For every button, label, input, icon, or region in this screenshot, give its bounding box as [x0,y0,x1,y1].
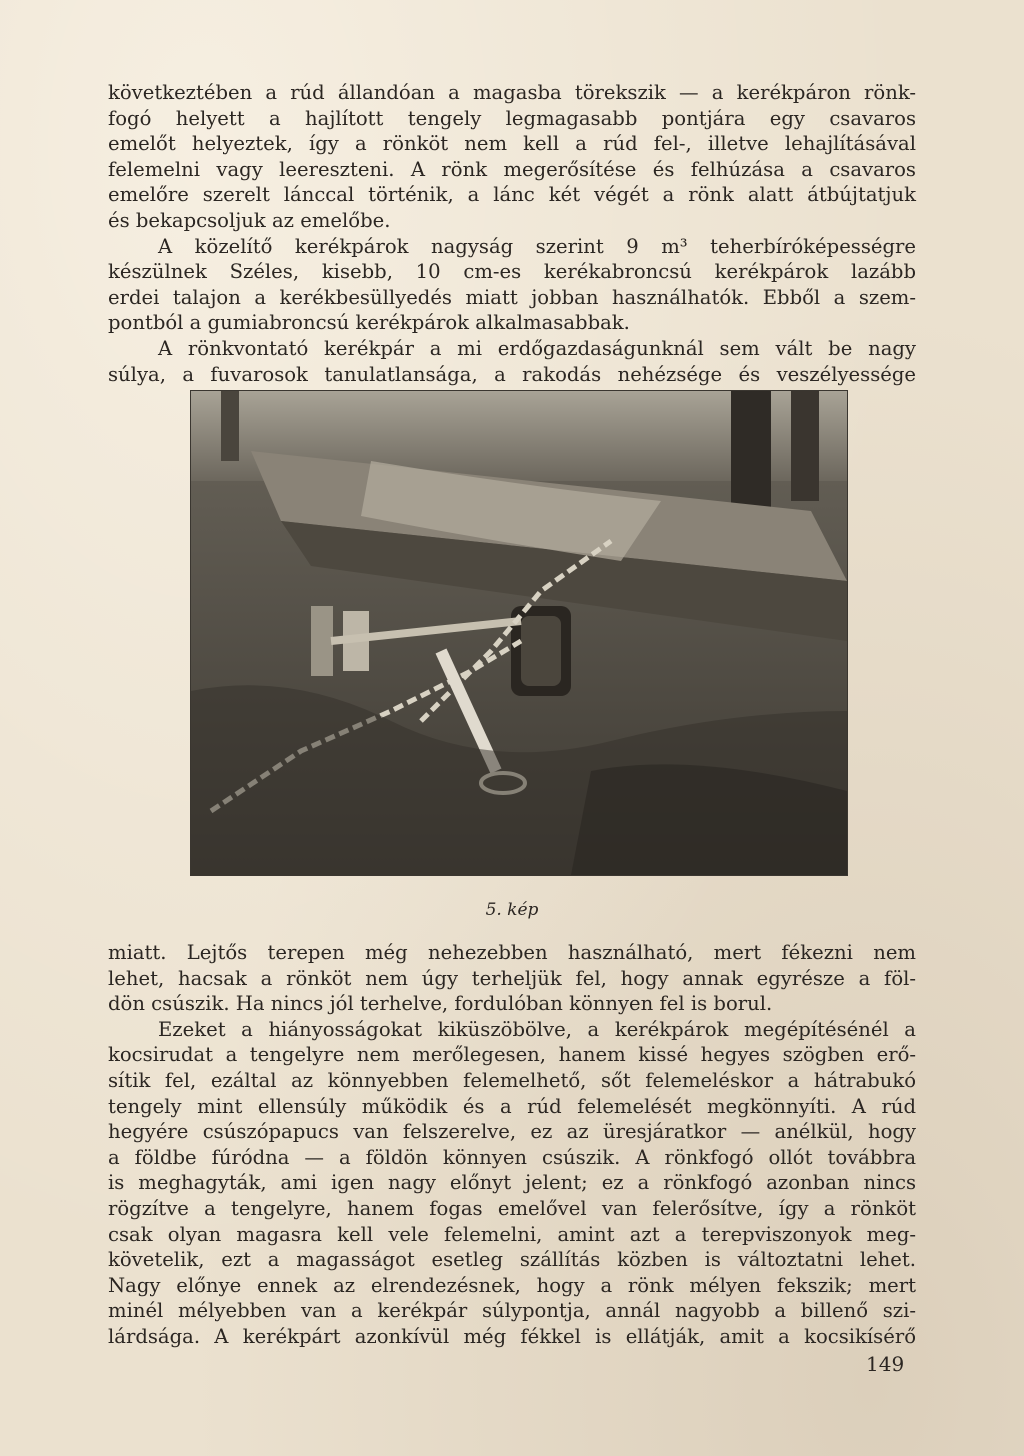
text-line: fogó helyett a hajlított tengely legmagasabb pontjára egy csavaros [108,106,916,130]
text-line: hegyére csúszópapucs van felszerelve, ez az üresjáratkor — anélkül, hogy [108,1120,916,1144]
text-line: is meghagyták, ami igen nagy előnyt jelent; ez a rönkfogó azonban nincs [108,1171,916,1195]
text-line: kocsirudat a tengelyre nem merőlegesen, hanem kissé hegyes szögben erő- [108,1043,916,1067]
text-block-top [108,80,916,387]
text-line: emelőt helyeztek, így a rönköt nem kell a rúd fel-, illetve lehajlításával [108,132,916,156]
text-line: sítik fel, ezáltal az könnyebben felemelhető, sőt felemeléskor a hátrabukó [108,1068,916,1092]
text-line: csak olyan magasra kell vele felemelni, amint azt a terepviszonyok meg- [108,1222,916,1246]
text-line: követelik, ezt a magasságot esetleg szállítás közben is változtatni lehet. [108,1248,916,1272]
text-line: felemelni vagy leereszteni. A rönk megerősítése és felhúzása a csavaros [108,157,916,181]
text-line: lehet, hacsak a rönköt nem úgy terheljük fel, hogy annak egyrésze a föl- [108,966,916,990]
text-block-bottom [108,940,916,1350]
figure-caption: 5. kép [485,900,539,920]
text-line: következtében a rúd állandóan a magasba törekszik — a kerékpáron rönk- [108,81,916,104]
photo-illustration [191,391,847,875]
text-line: minél mélyebben van a kerékpár súlypontja, annál nagyobb a billenő szi- [108,1299,916,1323]
text-line: emelőre szerelt lánccal történik, a lánc két végét a rönk alatt átbújtatjuk [108,183,916,207]
text-line: készülnek Széles, kisebb, 10 cm-es kerékabroncsú kerékpárok lazább [108,260,916,284]
log-skidder-photo [190,390,848,876]
text-line: A közelítő kerékpárok nagyság szerint 9 m³ teherbíróképességre [158,234,916,258]
text-line: rögzítve a tengelyre, hanem fogas emelővel van felerősítve, így a rönköt [108,1196,916,1220]
text-line: tengely mint ellensúly működik és a rúd felemelését megkönnyíti. A rúd [108,1094,916,1118]
text-line: Ezeket a hiányosságokat kiküszöbölve, a kerékpárok megépítésénél a [158,1017,916,1041]
text-line: a földbe fúródna — a földön könnyen csúszik. A rönkfogó ollót továbbra [108,1145,916,1169]
text-line: Nagy előnye ennek az elrendezésnek, hogy a rönk mélyen fekszik; mert [108,1273,916,1297]
text-line: A rönkvontató kerékpár a mi erdőgazdaságunknál sem vált be nagy [158,336,916,360]
text-line: miatt. Lejtős terepen még nehezebben használható, mert fékezni nem [108,941,916,964]
text-line: súlya, a fuvarosok tanulatlansága, a rakodás nehézsége és veszélyessége [108,362,916,386]
text-line: dön csúszik. Ha nincs jól terhelve, fordulóban könnyen fel is borul. [108,992,773,1016]
text-line: lárdsága. A kerékpárt azonkívül még fékkel is ellátják, amit a kocsikísérő [108,1324,916,1348]
text-line: pontból a gumiabroncsú kerékpárok alkalmasabbak. [108,311,630,335]
page-number: 149 [866,1352,905,1376]
text-line: és bekapcsoljuk az emelőbe. [108,208,391,232]
text-line: erdei talajon a kerékbesüllyedés miatt jobban használhatók. Ebből a szem- [108,285,916,309]
